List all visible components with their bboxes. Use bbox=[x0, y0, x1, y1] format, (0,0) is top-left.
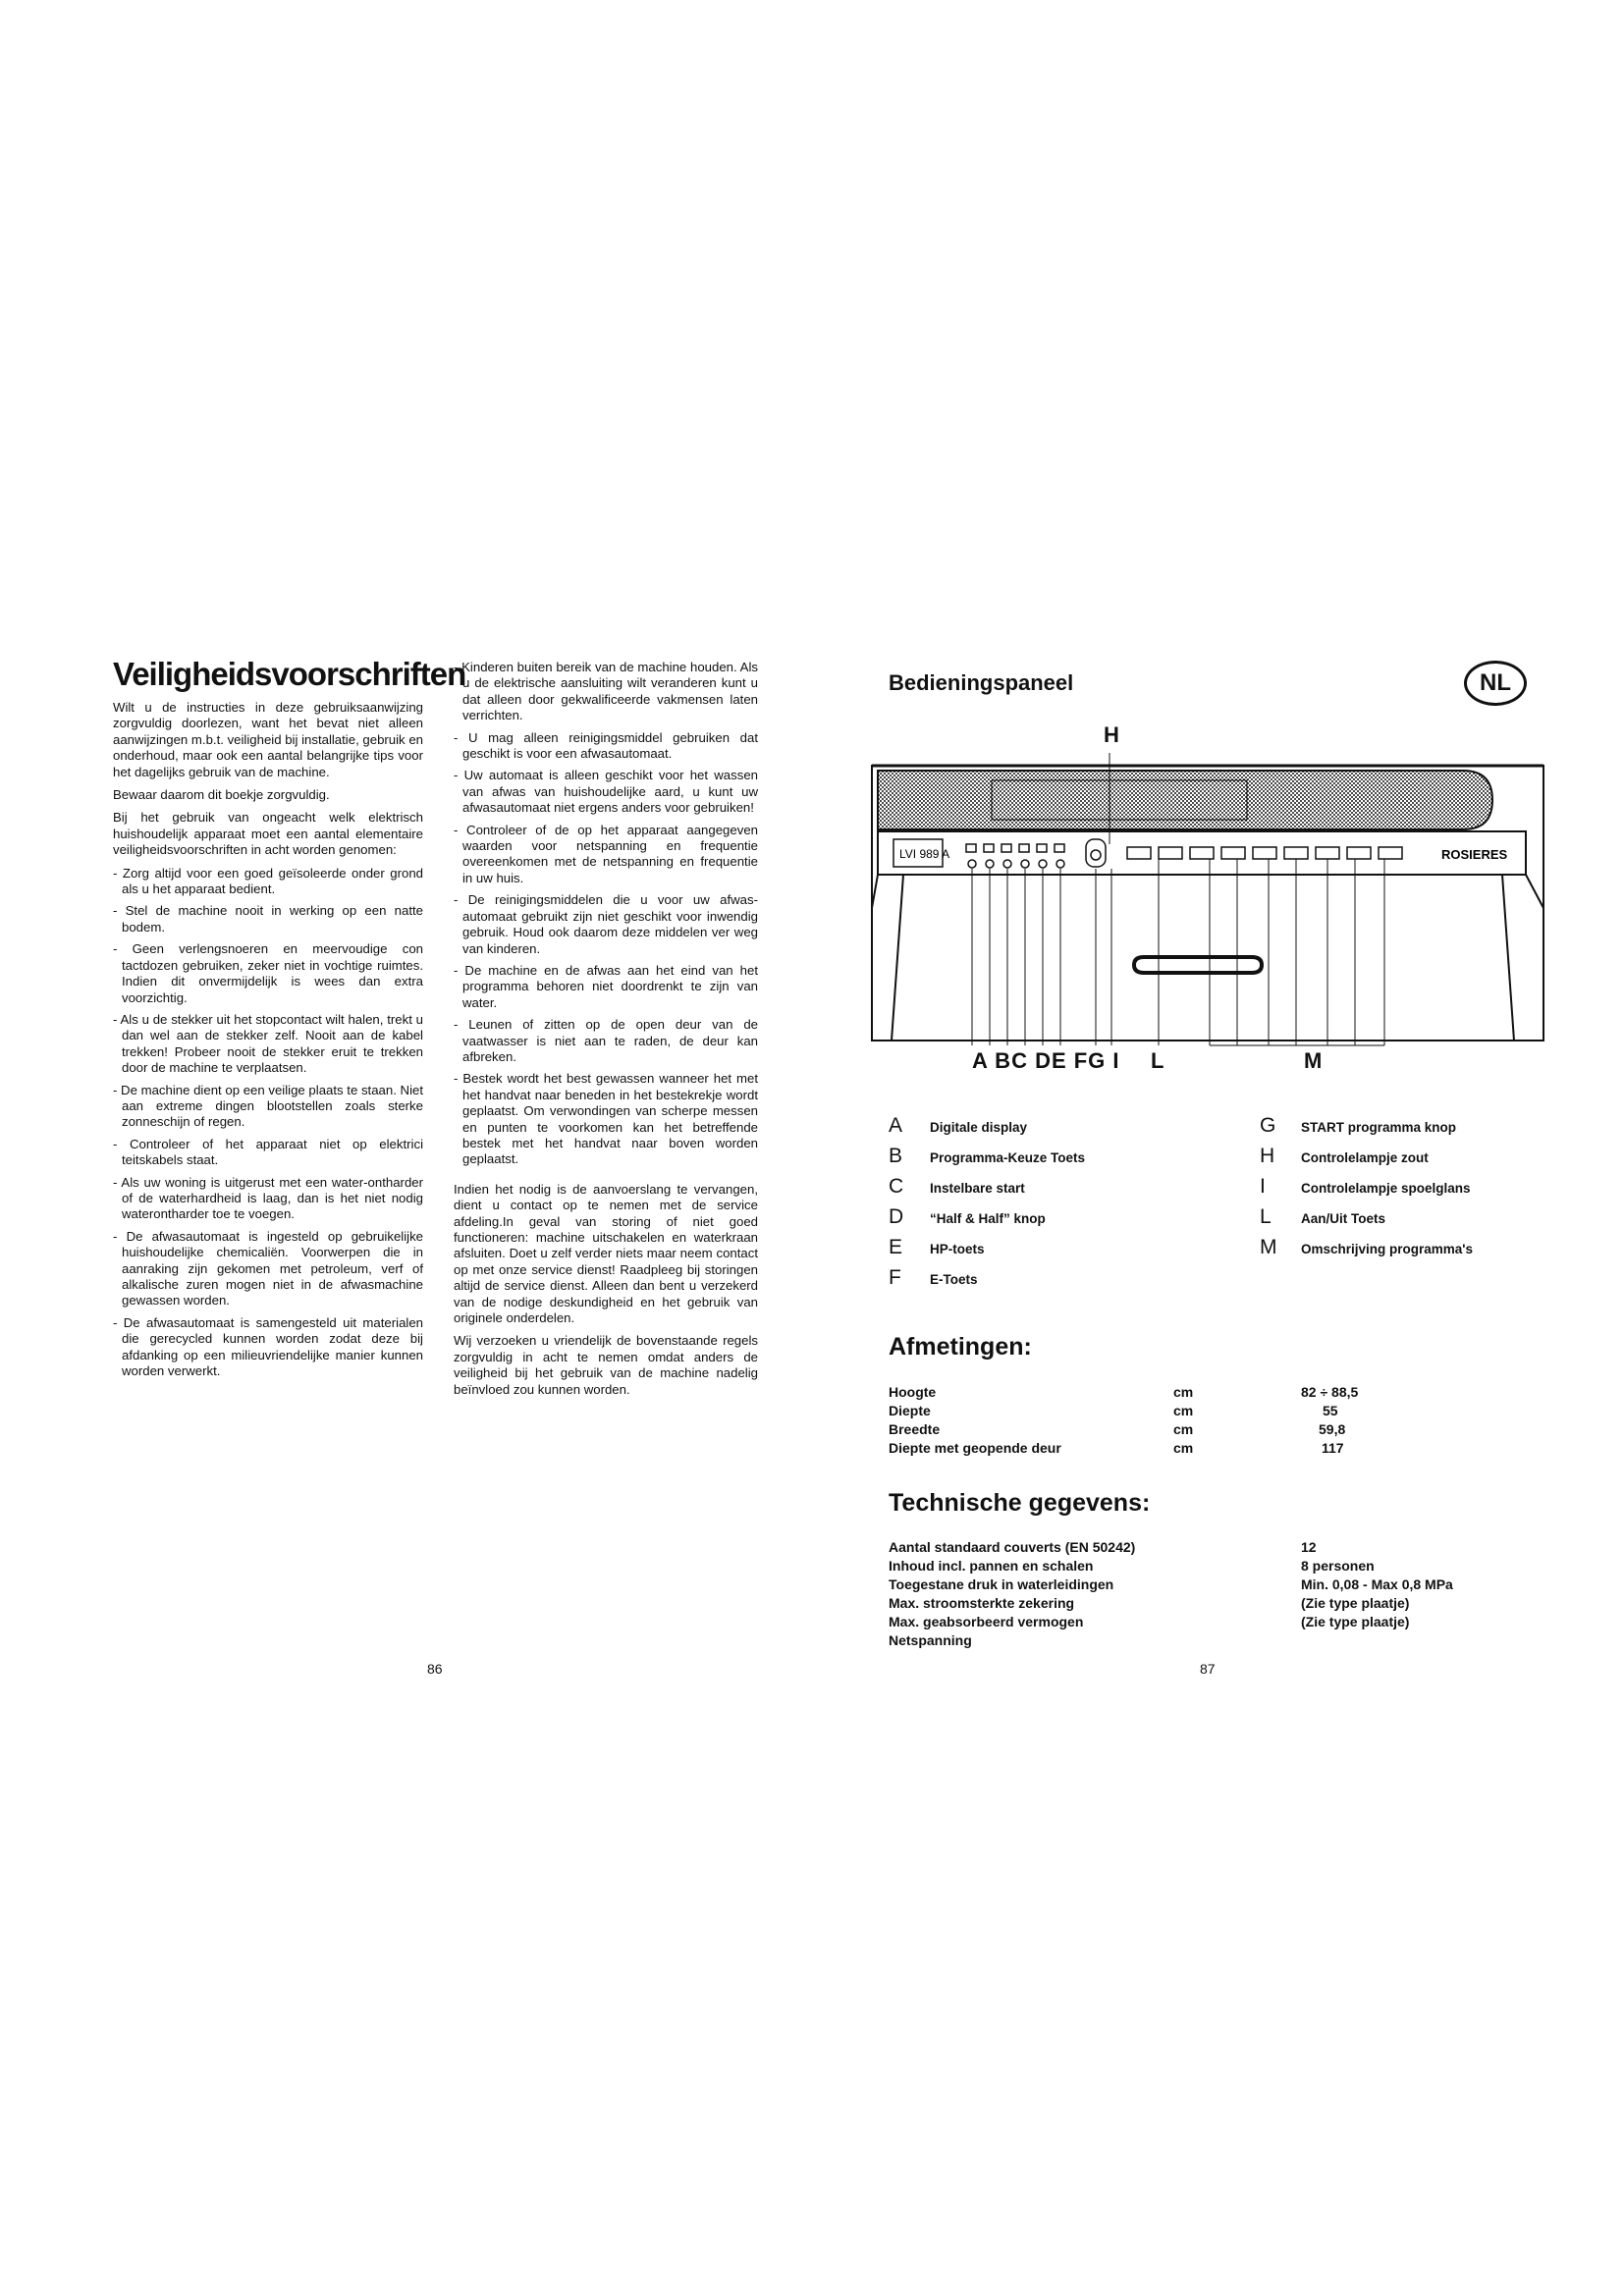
page-number-right: 87 bbox=[1200, 1661, 1216, 1677]
legend-value: Omschrijving programma's bbox=[1301, 1242, 1474, 1256]
door-handle bbox=[1134, 957, 1262, 973]
legend-key: I bbox=[1260, 1175, 1266, 1198]
table-row bbox=[889, 1614, 1409, 1629]
section-title-panel: Bedieningspaneel bbox=[889, 670, 1074, 695]
tech-value: 8 personen bbox=[1301, 1558, 1375, 1574]
legend-key: C bbox=[889, 1175, 904, 1198]
list-item: - De reinigingsmiddelen die u voor uw afwas-automaat gebruikt zijn niet geschikt voor inwendig gebruik. Houd ook daarom deze middelen ver weg van kinderen. bbox=[454, 892, 758, 956]
language-badge: NL bbox=[1464, 661, 1527, 706]
legend-value: “Half & Half” knop bbox=[930, 1211, 1046, 1226]
paragraph: Indien het nodig is de aanvoerslang te vervangen, dient u contact op te nemen met de service afdeling.In geval van storing of niet goed functioneren: machine uitschakelen en waterkraan afsluiten. Doet u zelf verder niets maar neem contact op met onze service dienst! Raadpleeg bij storingen altijd de service dienst. Alleen dan bent u verzekerd van de nodige deskundigheid en het gebruik van originele onderdelen. bbox=[454, 1181, 758, 1326]
legend-item bbox=[1260, 1205, 1385, 1229]
list-item: - De machine en de afwas aan het eind van het programma behoren niet doordrenkt te zijn van water. bbox=[454, 962, 758, 1010]
legend-value: Programma-Keuze Toets bbox=[930, 1150, 1086, 1165]
legend-key: E bbox=[889, 1236, 903, 1258]
legend-key: A bbox=[889, 1114, 903, 1137]
legend-key: G bbox=[1260, 1114, 1276, 1137]
legend-item bbox=[889, 1114, 1027, 1138]
legend-value: Aan/Uit Toets bbox=[1301, 1211, 1386, 1226]
table-row bbox=[889, 1558, 1375, 1574]
list-item: - Geen verlengsnoeren en meervoudige con tactdozen gebruiken, zeker niet in vochtige ruimtes. Indien dit onvermijdelijk is wees dan extra voorzichtig. bbox=[113, 941, 423, 1005]
legend-value: Digitale display bbox=[930, 1120, 1028, 1135]
dim-label: Breedte bbox=[889, 1421, 941, 1437]
legend-item bbox=[1260, 1145, 1429, 1168]
table-row bbox=[889, 1403, 1338, 1418]
tech-label: Aantal standaard couverts (EN 50242) bbox=[889, 1539, 1136, 1555]
table-row bbox=[889, 1576, 1453, 1592]
tech-label: Inhoud incl. pannen en schalen bbox=[889, 1558, 1094, 1574]
legend-value: START programma knop bbox=[1301, 1120, 1457, 1135]
dim-value: 55 bbox=[1323, 1403, 1338, 1418]
safety-column-left bbox=[113, 700, 423, 1385]
diagram-label-h: H bbox=[1104, 722, 1119, 747]
list-item: - Bestek wordt het best gewassen wanneer het met het handvat naar beneden in het bestekrekje wordt geplaatst. Om verwondingen van scherpe messen en punten te voorkomen kan het betreffende bestek met het handvat naar boven worden geplaatst. bbox=[454, 1071, 758, 1167]
tech-value: (Zie type plaatje) bbox=[1301, 1614, 1410, 1629]
legend-key: B bbox=[889, 1145, 903, 1167]
list-item: - Uw automaat is alleen geschikt voor het wassen van afwas van huishoudelijke aard, u kunt uw afwasautomaat niet ergens anders voor gebruiken! bbox=[454, 768, 758, 816]
list-item: - U mag alleen reinigingsmiddel gebruiken dat geschikt is voor een afwasautomaat. bbox=[454, 729, 758, 762]
diagram-label-m: M bbox=[1304, 1048, 1323, 1073]
table-row bbox=[889, 1421, 1345, 1437]
safety-column-middle bbox=[454, 660, 758, 1405]
legend-key: H bbox=[1260, 1145, 1275, 1167]
tech-value: (Zie type plaatje) bbox=[1301, 1595, 1410, 1611]
legend-key: M bbox=[1260, 1236, 1277, 1258]
dim-label: Hoogte bbox=[889, 1384, 937, 1400]
dim-label: Diepte bbox=[889, 1403, 931, 1418]
table-row bbox=[889, 1384, 1358, 1400]
dim-value: 59,8 bbox=[1319, 1421, 1346, 1437]
legend-item bbox=[1260, 1175, 1471, 1199]
list-item: - De afwasautomaat is ingesteld op gebruikelijke huishoudelijke chemicaliën. Voorwerpen die in aanraking zijn gekomen met petroleum, verf of alkalische zuren mogen niet in de afwasmachine gewassen worden. bbox=[113, 1228, 423, 1308]
legend-item bbox=[889, 1175, 1025, 1199]
legend-value: E-Toets bbox=[930, 1272, 978, 1287]
table-row bbox=[889, 1632, 1301, 1648]
list-item: - De afwasautomaat is samengesteld uit materialen die gerecycled kunnen worden zodat deze bij afdanking op een milieuvriendelijke manier kunnen worden verwerkt. bbox=[113, 1314, 423, 1379]
tech-value: Min. 0,08 - Max 0,8 MPa bbox=[1301, 1576, 1453, 1592]
legend-item bbox=[1260, 1114, 1456, 1138]
paragraph: Wij verzoeken u vriendelijk de bovenstaande regels zorgvuldig in acht te nemen omdat anders de veiligheid bij het gebruik van de machine nadelig beïnvloed zou kunnen worden. bbox=[454, 1333, 758, 1397]
table-row bbox=[889, 1539, 1317, 1555]
list-item: - Leunen of zitten op de open deur van de vaatwasser is niet aan te raden, de deur kan afbreken. bbox=[454, 1017, 758, 1064]
list-item: - Als u de stekker uit het stopcontact wilt halen, trekt u dan wel aan de stekker zelf. Nooit aan de kabel trekken! Probeer nooit de stekker eruit te trekken door de machine te verplaatsen. bbox=[113, 1011, 423, 1076]
dim-value: 82 ÷ 88,5 bbox=[1301, 1384, 1359, 1400]
control-panel-diagram bbox=[864, 721, 1551, 1075]
table-row bbox=[889, 1595, 1409, 1611]
tech-label: Max. stroomsterkte zekering bbox=[889, 1595, 1075, 1611]
list-item: - De machine dient op een veilige plaats te staan. Niet aan extreme dingen blootstellen zoals sterke zonneschijn of regen. bbox=[113, 1082, 423, 1130]
legend-key: D bbox=[889, 1205, 904, 1228]
list-item: - Stel de machine nooit in werking op een natte bodem. bbox=[113, 903, 423, 934]
legend-value: Controlelampje spoelglans bbox=[1301, 1181, 1471, 1196]
table-row bbox=[889, 1440, 1344, 1456]
legend-item bbox=[889, 1236, 985, 1259]
tech-value: 12 bbox=[1301, 1539, 1317, 1555]
tech-label: Netspanning bbox=[889, 1632, 972, 1648]
paragraph: Bewaar daarom dit boekje zorgvuldig. bbox=[113, 787, 330, 803]
tech-label: Toegestane druk in waterleidingen bbox=[889, 1576, 1114, 1592]
model-label: LVI 989 A bbox=[899, 847, 950, 861]
dim-unit: cm bbox=[1173, 1403, 1194, 1418]
dim-unit: cm bbox=[1173, 1421, 1194, 1437]
section-title-technical: Technische gegevens: bbox=[889, 1489, 1151, 1517]
legend-item bbox=[889, 1145, 1085, 1168]
list-item: - Als uw woning is uitgerust met een water-ontharder of de waterhardheid is laag, dan is het niet nodig waterontharder toe te voegen. bbox=[113, 1174, 423, 1222]
list-item: - Controleer of het apparaat niet op elektrici teitskabels staat. bbox=[113, 1136, 423, 1168]
legend-value: Instelbare start bbox=[930, 1181, 1025, 1196]
legend-key: L bbox=[1260, 1205, 1272, 1228]
legend-value: Controlelampje zout bbox=[1301, 1150, 1429, 1165]
legend-key: F bbox=[889, 1266, 901, 1289]
tech-label: Max. geabsorbeerd vermogen bbox=[889, 1614, 1084, 1629]
brand-logo: ROSIERES bbox=[1441, 847, 1508, 862]
list-item: - Kinderen buiten bereik van de machine houden. Als u de elektrische aansluiting wilt veranderen kunt u dat alleen door gekwalificeerde vakmensen laten verrichten. bbox=[454, 660, 758, 723]
diagram-label-l: L bbox=[1151, 1048, 1164, 1073]
legend-value: HP-toets bbox=[930, 1242, 985, 1256]
paragraph: Wilt u de instructies in deze gebruiksaanwijzing zorgvuldig doorlezen, want het bevat niet alleen aanwijzingen m.b.t. veiligheid bij installatie, gebruik en onderhoud, maar ook een aantal belangrijke tips voor het dagelijks gebruik van de machine. bbox=[113, 700, 423, 779]
list-item: - Zorg altijd voor een goed geïsoleerde onder grond als u het apparaat bedient. bbox=[113, 865, 423, 897]
dim-label: Diepte met geopende deur bbox=[889, 1440, 1061, 1456]
paragraph: Bij het gebruik van ongeacht welk elektrisch huishoudelijk apparaat moet een aantal elementaire veiligheidsvoorschriften in acht worden genomen: bbox=[113, 810, 423, 858]
dim-value: 117 bbox=[1322, 1440, 1344, 1456]
list-item: - Controleer of de op het apparaat aangegeven waarden voor netspanning en frequentie overeenkomen met de netspanning en frequentie in uw huis. bbox=[454, 822, 758, 885]
legend-item bbox=[889, 1266, 978, 1290]
dim-unit: cm bbox=[1173, 1384, 1194, 1400]
dim-unit: cm bbox=[1173, 1440, 1194, 1456]
page-number-left: 86 bbox=[427, 1661, 443, 1677]
legend-item bbox=[889, 1205, 1046, 1229]
legend-item bbox=[1260, 1236, 1473, 1259]
diagram-labels-abcdefgi: A BC DE FG I bbox=[972, 1048, 1120, 1073]
page-title: Veiligheidsvoorschriften bbox=[113, 656, 466, 692]
section-title-dimensions: Afmetingen: bbox=[889, 1333, 1032, 1361]
